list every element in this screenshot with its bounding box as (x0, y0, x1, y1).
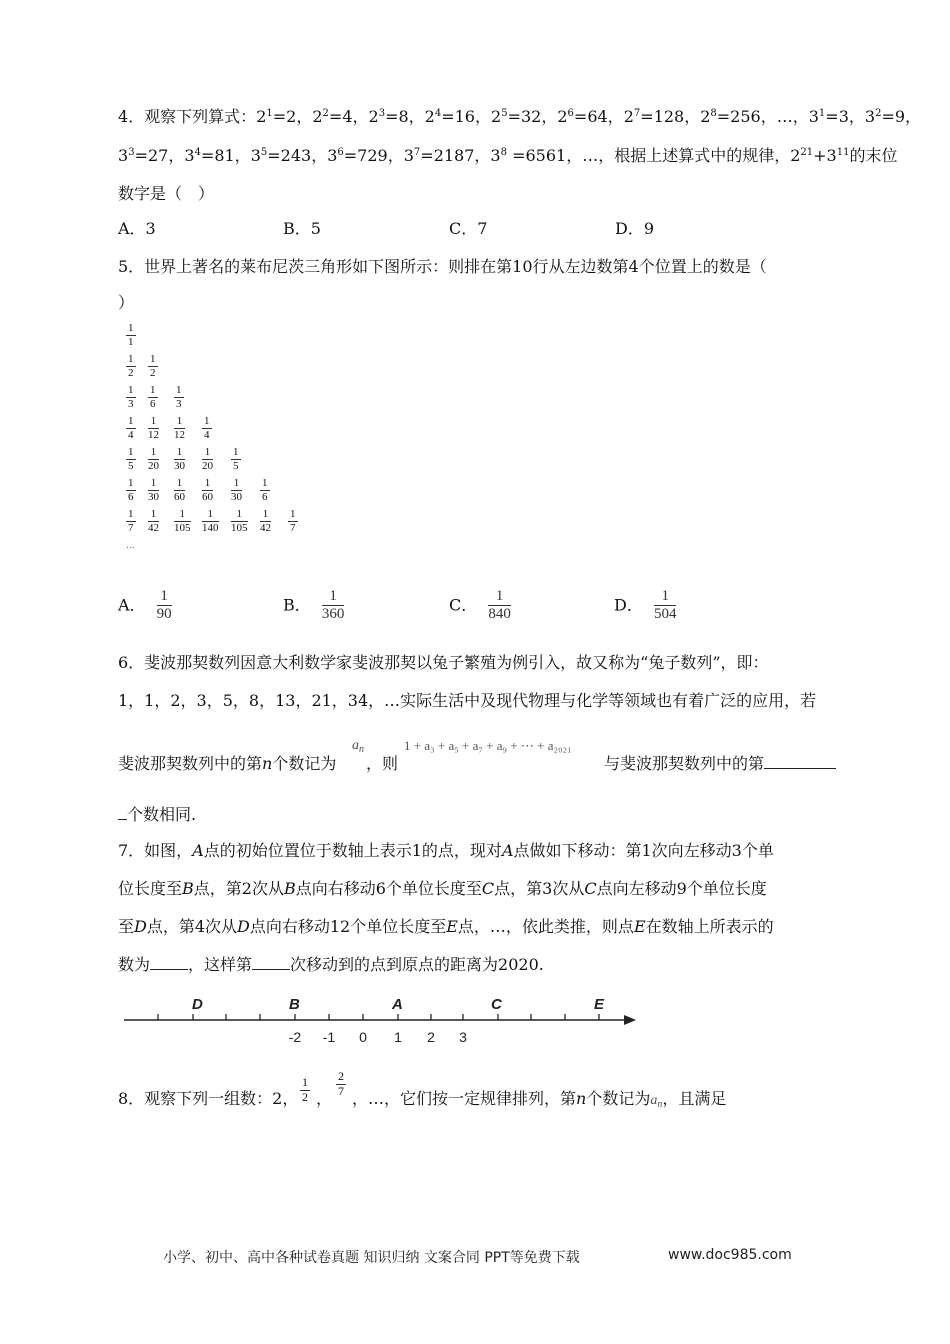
triangle-fraction (231, 477, 242, 503)
power-result: =128， (640, 107, 701, 126)
q5-option-d (614, 588, 676, 624)
frac-num: 1 (262, 477, 268, 489)
q6-an (352, 738, 364, 754)
q8-t2: ，…，它们按一定规律排列，第 (352, 1089, 577, 1108)
power-exponent: 3 (378, 108, 386, 119)
q7-t10: 点，第4次从 (146, 917, 238, 936)
footer-url[interactable]: www.doc985.com (668, 1247, 792, 1263)
point-labels (192, 996, 605, 1013)
q8-t3: 个数记为 (586, 1089, 651, 1108)
q4-powers3-b (118, 146, 582, 165)
q5-option-c (449, 588, 511, 624)
power-result: =64， (573, 107, 624, 126)
triangle-fraction (260, 477, 270, 503)
q8-an-base: a (650, 1093, 658, 1108)
q7-answer-blank-1[interactable] (150, 955, 188, 970)
frac-num: 1 (302, 1075, 308, 1089)
power-exponent: 2 (322, 108, 329, 119)
q4-line3: 数字是（ ） (118, 184, 215, 203)
q5-option-c-frac (488, 588, 511, 624)
q4-exp11: 11 (836, 147, 850, 158)
frac-num: 1 (174, 415, 185, 429)
q6-sum-expression: 1 + a₃ + a₅ + a₇ + a₉ + ⋯ + a₂₀₂₁ (404, 738, 572, 753)
frac-num: 1 (148, 415, 159, 429)
q6-text-d: 与斐波那契数列中的第 (604, 754, 765, 773)
power-result: =243， (267, 146, 328, 165)
frac-den: 3 (176, 397, 182, 410)
power-exponent: 1 (266, 108, 273, 119)
frac-num: 1 (488, 588, 511, 606)
power-exponent: 6 (567, 108, 574, 119)
frac-den: 7 (128, 521, 134, 534)
frac-num: 1 (176, 384, 182, 396)
triangle-fraction (174, 477, 185, 503)
frac-den: 42 (148, 521, 159, 534)
q7-line4 (118, 952, 544, 975)
q8-t4: ，且满足 (662, 1089, 727, 1108)
power-result: =2187， (420, 146, 491, 165)
q7-var-b: B (182, 879, 194, 898)
q6-line4 (118, 802, 196, 825)
q6-line1: 6．斐波那契数列因意大利数学家斐波那契以兔子繁殖为例引入，故又称为“兔子数列”，即： (118, 653, 769, 672)
q8-line1-b (352, 1086, 726, 1109)
triangle-fraction (202, 415, 212, 441)
frac-den: 4 (204, 428, 210, 441)
q7-line3 (118, 914, 774, 937)
power-exponent: 2 (875, 108, 882, 119)
q7-t9: 至 (118, 917, 135, 936)
frac-num: 1 (260, 508, 271, 522)
power-base: 2 (491, 107, 502, 126)
q8-an-sub: n (657, 1099, 663, 1110)
q7-var-c: C (584, 879, 597, 898)
q6-answer-blank-1[interactable] (764, 754, 836, 769)
frac-den: 7 (290, 521, 296, 534)
triangle-fraction (174, 415, 185, 441)
triangle-fraction (148, 415, 159, 441)
frac-den: 30 (148, 490, 159, 503)
number-line-ticks (158, 1014, 599, 1020)
number-line-arrow (624, 1015, 636, 1025)
power-base: 3 (118, 146, 129, 165)
frac-den: 3 (128, 397, 134, 410)
power-result: =27， (134, 146, 185, 165)
frac-num: 1 (233, 446, 239, 458)
q8-frac-2-inner (336, 1070, 346, 1099)
q4-option-d: D．9 (615, 219, 655, 238)
tick-label-neg1: -1 (322, 1029, 336, 1045)
q7-t15: ，这样第 (188, 955, 253, 974)
leibniz-triangle (126, 322, 326, 554)
q4-option-a: A．3 (118, 219, 156, 238)
power-result: =81， (200, 146, 251, 165)
frac-num: 1 (148, 477, 159, 491)
frac-den: 30 (231, 490, 242, 503)
frac-num: 1 (128, 322, 134, 334)
frac-den: 20 (202, 459, 213, 472)
q5-option-c-label: C． (449, 595, 478, 615)
triangle-fraction (148, 508, 159, 534)
q5-option-b (283, 588, 344, 624)
triangle-fraction (148, 446, 159, 472)
q8-sep: ， (316, 1089, 333, 1108)
q7-t8: 点向左移动9个单位长度 (596, 879, 767, 898)
frac-num: 1 (204, 415, 210, 427)
triangle-fraction (174, 384, 184, 410)
q7-var-b: B (283, 879, 296, 898)
q4-option-c: C．7 (449, 219, 488, 238)
triangle-fraction (126, 322, 136, 348)
q7-var-e: E (446, 917, 458, 936)
q7-var-e: E (633, 917, 646, 936)
power-exponent: 1 (818, 108, 826, 119)
q6-line3-end (604, 751, 836, 774)
q4-line2-end: 的末位 (849, 146, 898, 165)
q5-option-d-label: D． (614, 595, 643, 615)
tick-labels (289, 1029, 467, 1045)
q7-t7: 点，第3次从 (494, 879, 585, 898)
q5-option-a-label: A． (118, 595, 146, 615)
tick-label-neg2: -2 (288, 1029, 302, 1045)
power-base: 3 (808, 107, 819, 126)
triangle-fraction (126, 353, 136, 379)
power-base: 3 (184, 146, 195, 165)
q7-line1 (118, 838, 774, 861)
point-label-b: B (289, 996, 300, 1013)
q7-var-d: D (134, 917, 147, 936)
triangle-fraction (148, 384, 158, 410)
frac-den: 2 (150, 366, 156, 379)
frac-num: 1 (128, 384, 134, 396)
q6-answer-blank-2[interactable] (118, 805, 127, 820)
frac-den: 140 (202, 521, 219, 534)
frac-num: 1 (148, 446, 159, 460)
power-result: =729， (343, 146, 404, 165)
power-exponent: 7 (413, 147, 421, 158)
power-result: =6561， (506, 146, 583, 165)
power-result: =32， (507, 107, 558, 126)
power-exponent: 4 (194, 147, 201, 158)
power-exponent: 6 (337, 147, 344, 158)
frac-num: 1 (231, 477, 242, 491)
number-line (118, 990, 648, 1050)
q5-option-b-label: B． (283, 595, 311, 615)
q6-an-sub: n (359, 744, 364, 755)
frac-den: 4 (128, 428, 134, 441)
q6-var-n: n (262, 754, 273, 773)
q7-t12: 点，…，依此类推，则点 (457, 917, 634, 936)
q4-ellipsis: …， (776, 107, 809, 126)
q7-t6: 点向右移动6个单位长度至 (295, 879, 482, 898)
power-result: =8， (385, 107, 425, 126)
triangle-fraction (148, 353, 158, 379)
frac-num: 1 (202, 508, 219, 522)
q4-line2: $3^3=27$，$3^4=81$，$3^5=243$，$3^6=729$，$3^7=2187$，$3^8 =6561$，…，根据上述算式中的规律，$2^{21}+3^{11}$的末位 (118, 146, 898, 165)
triangle-fraction (148, 477, 159, 503)
frac-num: 1 (202, 477, 213, 491)
point-label-c: C (491, 996, 502, 1013)
q4-line2-text: …，根据上述算式中的规律， (582, 146, 791, 165)
power-base: 2 (557, 107, 568, 126)
q7-t2: 点的初始位置位于数轴上表示1的点，现对 (203, 841, 502, 860)
frac-num: 1 (128, 353, 134, 365)
triangle-fraction (126, 508, 136, 534)
frac-num: 1 (150, 353, 156, 365)
q4-line1-prefix: 4．观察下列算式： (118, 107, 257, 126)
frac-num: 2 (338, 1069, 344, 1083)
q7-var-a: A (192, 841, 204, 860)
power-base: 2 (368, 107, 379, 126)
q4-option-b: B．5 (283, 219, 321, 238)
q7-t4: 位长度至 (118, 879, 183, 898)
q8-an (650, 1093, 662, 1108)
footer-text: 小学、初中、高中各种试卷真题 知识归纳 文案合同 PPT等免费下载 (163, 1250, 580, 1266)
frac-num: 1 (654, 588, 677, 606)
power-exponent: 8 (710, 108, 717, 119)
q7-t16: 次移动到的点到原点的距离为2020. (290, 955, 544, 974)
power-base: 3 (250, 146, 261, 165)
triangle-fraction (126, 477, 136, 503)
frac-num: 1 (128, 477, 134, 489)
power-base: 3 (327, 146, 338, 165)
tick-label-3: 3 (459, 1029, 467, 1045)
q4-powers3-a (809, 107, 921, 126)
triangle-fraction (174, 446, 185, 472)
power-result: =4， (328, 107, 369, 126)
tick-label-2: 2 (427, 1029, 435, 1045)
frac-den: 30 (174, 459, 185, 472)
frac-den: 42 (260, 521, 271, 534)
frac-num: 1 (128, 415, 134, 427)
q7-var-a: A (501, 841, 514, 860)
frac-num: 1 (174, 477, 185, 491)
q8-frac-2 (336, 1070, 346, 1099)
point-label-a: A (392, 996, 403, 1013)
q6-text-a: 斐波那契数列中的第 (118, 754, 263, 773)
frac-den: 2 (128, 366, 134, 379)
q7-var-c: C (481, 879, 495, 898)
q6-line3 (118, 751, 336, 774)
power-base: 2 (700, 107, 711, 126)
q8-frac-1 (300, 1076, 310, 1105)
q4-plus3: +3 (813, 146, 837, 165)
frac-den: 6 (150, 397, 156, 410)
triangle-fraction (260, 508, 271, 534)
frac-num: 1 (150, 384, 156, 396)
point-label-d: D (192, 996, 203, 1013)
q6-line2: 1，1，2，3，5，8，13，21，34，…实际生活中及现代物理与化学等领域也有着广泛的应用，若 (118, 691, 817, 710)
q8-frac-1-inner (300, 1076, 310, 1105)
q8-line1-a: 8．观察下列一组数：2， (118, 1089, 299, 1108)
frac-num: 1 (157, 588, 172, 606)
frac-den: 60 (174, 490, 185, 503)
frac-num: 1 (128, 508, 134, 520)
q7-t1: 7．如图， (118, 841, 193, 860)
triangle-fraction (174, 508, 191, 534)
q8-var-n: n (576, 1089, 587, 1108)
frac-num: 1 (174, 446, 185, 460)
triangle-fraction (202, 477, 213, 503)
frac-num: 1 (148, 508, 159, 522)
frac-den: 20 (148, 459, 159, 472)
point-label-e: E (594, 996, 605, 1013)
q4-exp21: 21 (800, 147, 814, 158)
q4-line1 (118, 104, 921, 127)
q7-line2 (118, 876, 767, 899)
frac-num: 1 (202, 446, 213, 460)
power-exponent: 3 (128, 147, 135, 158)
frac-den: 5 (233, 459, 239, 472)
power-exponent: 5 (501, 108, 508, 119)
frac-den: 105 (231, 521, 248, 534)
frac-den: 90 (156, 606, 172, 623)
frac-den: 360 (321, 606, 345, 623)
frac-den: 12 (148, 428, 159, 441)
tick-label-0: 0 (359, 1029, 367, 1045)
power-result: =2， (272, 107, 313, 126)
frac-den: 60 (202, 490, 213, 503)
q4-powers2 (256, 107, 777, 126)
triangle-fraction (126, 384, 136, 410)
q5-line2: ） (118, 293, 135, 312)
frac-den: 1 (128, 335, 134, 348)
q7-t11: 点向右移动12个单位长度至 (249, 917, 447, 936)
frac-den: 6 (128, 490, 134, 503)
frac-den: 105 (174, 521, 191, 534)
triangle-ellipsis: ... (126, 541, 135, 551)
triangle-fraction (202, 508, 219, 534)
frac-den: 504 (653, 606, 677, 623)
q7-answer-blank-2[interactable] (252, 955, 290, 970)
frac-den: 12 (174, 428, 185, 441)
power-result: =9， (881, 107, 922, 126)
power-result: =3， (825, 107, 865, 126)
q7-var-d: D (237, 917, 250, 936)
power-base: 2 (424, 107, 435, 126)
power-result: =16， (441, 107, 491, 126)
q7-t3: 点做如下移动：第1次向左移动3个单 (513, 841, 774, 860)
q7-t13: 在数轴上所表示的 (645, 917, 774, 936)
q7-t5: 点，第2次从 (193, 879, 284, 898)
q5-line1: 5．世界上著名的莱布尼茨三角形如下图所示：则排在第10行从左边数第4个位置上的数是（ (118, 257, 767, 276)
q7-t14: 数为 (118, 955, 151, 974)
power-base: 3 (864, 107, 876, 126)
triangle-fraction (231, 508, 248, 534)
power-exponent: 5 (260, 147, 268, 158)
q6-text-b: 个数记为 (272, 754, 337, 773)
q6-an-base: a (352, 738, 359, 753)
power-exponent: 8 (500, 147, 507, 158)
frac-num: 1 (231, 508, 248, 522)
q5-option-a (118, 588, 172, 624)
triangle-fraction (202, 446, 213, 472)
triangle-fraction (288, 508, 298, 534)
frac-den: 2 (302, 1089, 308, 1104)
power-exponent: 4 (434, 108, 442, 119)
q6-then: ，则 (366, 754, 399, 773)
q5-option-b-frac (322, 588, 345, 624)
frac-num: 1 (290, 508, 296, 520)
power-result: =256， (716, 107, 777, 126)
power-base: 2 (256, 107, 267, 126)
tick-label-1: 1 (394, 1029, 402, 1045)
power-exponent: 7 (633, 108, 641, 119)
triangle-fraction (126, 415, 136, 441)
frac-num: 1 (174, 508, 191, 522)
q6-text-end: 个数相同. (127, 805, 197, 824)
power-base: 3 (403, 146, 414, 165)
q5-option-d-frac (654, 588, 677, 624)
frac-num: 1 (128, 446, 134, 458)
power-base: 2 (312, 107, 323, 126)
triangle-fraction (231, 446, 241, 472)
frac-den: 5 (128, 459, 134, 472)
q5-option-a-frac (157, 588, 172, 624)
frac-den: 7 (338, 1083, 344, 1098)
power-base: 2 (623, 107, 634, 126)
frac-den: 840 (488, 606, 511, 623)
triangle-fraction (126, 446, 136, 472)
frac-den: 6 (262, 490, 268, 503)
frac-num: 1 (322, 588, 345, 606)
power-base: 3 (490, 146, 501, 165)
